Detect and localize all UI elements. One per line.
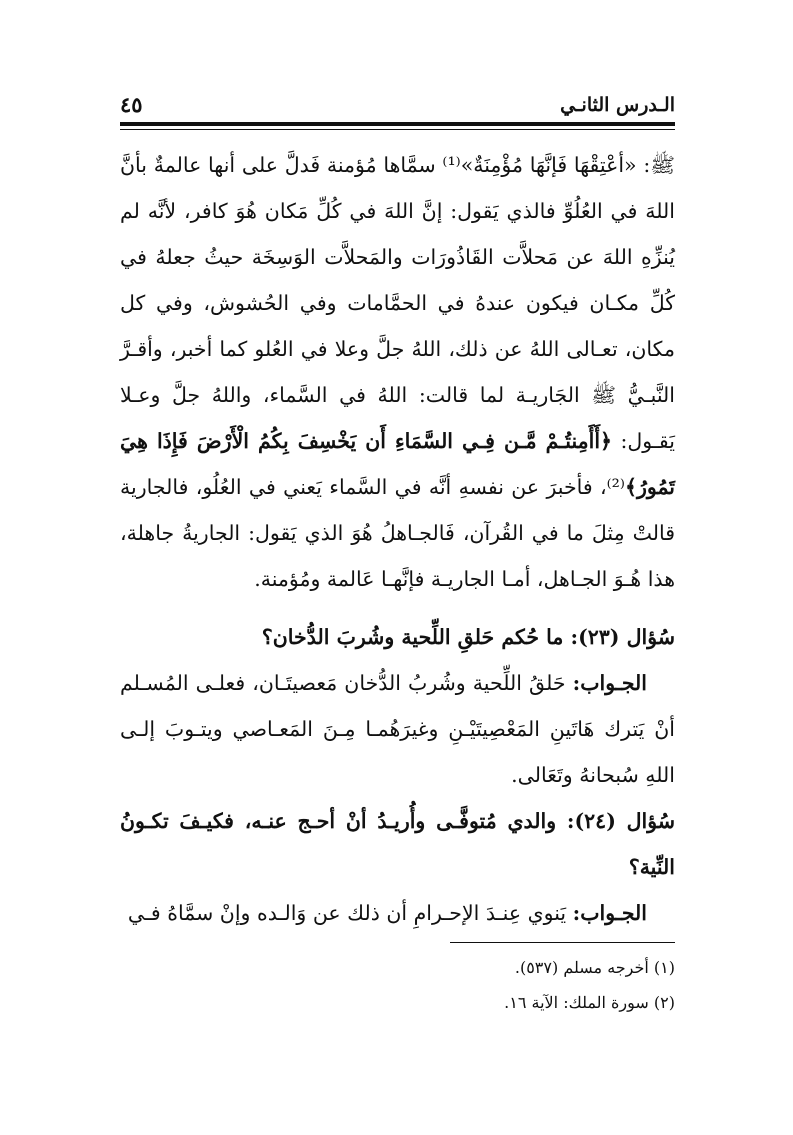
paragraph-hadith-end: ⁽²⁾، فأخبرَ عن نفسهِ أنَّه في السَّماء يَعني في العُلُو، فالجارية قالتْ مِثلَ ما في القُرآن، فَالجـاهلُ هُوَ الذي يَقول: الجاريةُ جاهلة، هذا هُـوَ الجـاهل، أمـا الجاريـة فإنَّهـا عَالمة ومُؤمنة. bbox=[120, 475, 675, 591]
answer-23-text: حَلقُ اللِّحية وشُربُ الدُّخان مَعصيتَـان، فعلـى المُسـلم أنْ يَترك هَاتَينِ المَعْصِيتَيْـنِ وغيرَهُمـا مِـنَ المَعـاصي ويتـوبَ إلـى اللهِ سُبحانهُ وتَعَالى. bbox=[120, 671, 675, 787]
answer-24 bbox=[120, 890, 675, 936]
answer-24-text: يَنوي عِنـدَ الإحـرامِ أن ذلك عن وَالـده وإنْ سمَّاهُ فـي bbox=[127, 901, 567, 925]
paragraph-hadith-text: ﷺ: «أعْتِقْهَا فَإنَّهَا مُؤْمِنَةٌ»⁽¹⁾ سمَّاها مُؤمنة فَدلَّ على أنها عالمةٌ بأنَّ اللهَ في العُلُوِّ فالذي يَقول: إنَّ اللهَ في كُلِّ مَكان هُوَ كافر، لأنَّه لم يُنزِّهِ اللهَ عن مَحلاَّت القَاذُورَات والمَحلاَّت الوَسِخَة حيثُ جعلهُ في كُلِّ مكـان فيكون عندهُ في الحمَّامات وفي الحُشوش، وفي كل مكان، تعـالى اللهُ عن ذلك، اللهُ جلَّ وعلا في العُلو كما أخبر، وأقـرَّ النَّبـيُّ ﷺ الجَاريـة لما قالت: اللهُ في السَّماء، واللهُ جلَّ وعـلا يَقـول: bbox=[120, 153, 675, 453]
answer-24-label: الجـواب: bbox=[572, 901, 647, 925]
answer-23 bbox=[120, 660, 675, 798]
header-rule-thin bbox=[120, 129, 675, 130]
header-title: الـدرس الثانـي bbox=[560, 94, 675, 116]
paragraph-hadith bbox=[120, 142, 675, 602]
footnote-2: (٢) سورة الملك: الآية ١٦. bbox=[504, 993, 675, 1012]
question-24: سُؤال (٢٤): والدي مُتوفَّـى وأُريـدُ أنْ أحـج عنـه، فكيـفَ تكـونُ النِّية؟ bbox=[120, 809, 675, 879]
footnotes bbox=[120, 950, 675, 1020]
footnote-1: (١) أخرجه مسلم (٥٣٧). bbox=[514, 958, 675, 977]
question-23: سُؤال (٢٣): ما حُكم حَلقِ اللِّحية وشُربَ الدُّخان؟ bbox=[261, 625, 675, 649]
page-number: ٤٥ bbox=[120, 92, 143, 117]
quran-verse: ﴿أَأَمِنتُـمْ مَّـن فِـي السَّمَاءِ أَن يَخْسِفَ بِكُمُ الْأَرْضَ فَإِذَا هِيَ تَمُورُ﴾ bbox=[120, 429, 675, 499]
footnote-separator bbox=[450, 942, 675, 943]
answer-23-label: الجـواب: bbox=[572, 671, 647, 695]
header-rule-thick bbox=[120, 122, 675, 126]
running-header bbox=[120, 92, 675, 120]
main-text bbox=[120, 142, 675, 936]
